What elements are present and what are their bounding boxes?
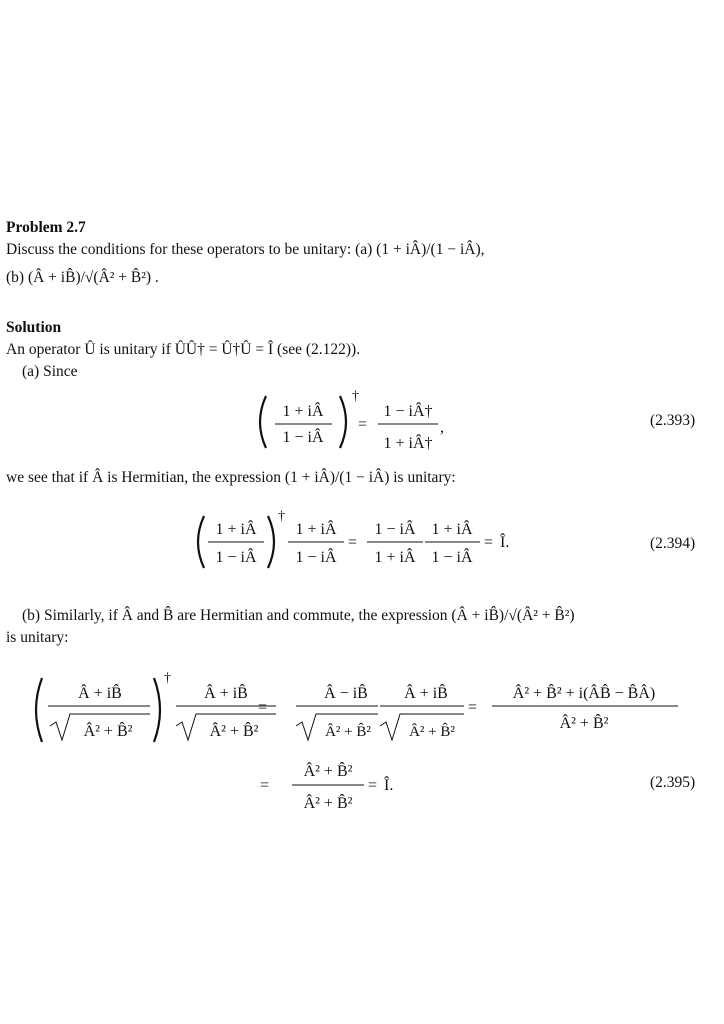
dagger-symbol: † (278, 509, 285, 524)
equation-2-393 (248, 388, 448, 458)
identity-result: Î. (500, 534, 510, 551)
equals-sign: = (348, 534, 358, 551)
fraction1-numerator: Â + iB̂ (78, 685, 122, 702)
term3-denominator: 1 + iÂ (374, 549, 416, 566)
equation-2-395-line-2 (256, 758, 426, 818)
dagger-symbol: † (352, 389, 359, 404)
part-b-intro-line-1: (b) Similarly, if Â and B̂ are Hermitian and commute, the expression (Â + iB̂)/√(Â² + B̂²) (22, 607, 575, 624)
part-a-intro: (a) Since (22, 363, 78, 380)
equation-number-2-395: (2.395) (650, 774, 696, 791)
part-b-intro-line-2: is unitary: (6, 629, 69, 646)
fraction5-denominator: Â² + B̂² (559, 715, 609, 732)
equation-number-2-393: (2.393) (650, 412, 696, 429)
term1-denominator: 1 − iÂ (215, 549, 257, 566)
right-paren (268, 516, 274, 568)
identity-result: Î. (384, 777, 394, 794)
problem-statement-line-2: (b) (Â + iB̂)/√(Â² + B̂²) . (6, 269, 159, 286)
equals-sign-aligned: = (258, 699, 268, 716)
equation-2-395-line-1 (30, 672, 690, 752)
fraction4-denominator: Â² + B̂² (409, 724, 455, 740)
equals-sign: = (358, 416, 368, 433)
fraction2-numerator: Â + iB̂ (204, 685, 248, 702)
left-paren (260, 396, 266, 448)
fraction3-numerator: Â − iB̂ (324, 685, 368, 702)
left-paren (198, 516, 204, 568)
equals-sign-2: = (468, 699, 478, 716)
equals-sign-2: = (368, 777, 378, 794)
problem-statement-line-1: Discuss the conditions for these operators to be unitary: (a) (1 + iÂ)/(1 − iÂ), (6, 241, 485, 258)
right-paren (154, 678, 160, 742)
fraction4-numerator: Â + iB̂ (404, 685, 448, 702)
solution-intro: An operator Û is unitary if ÛÛ† = Û†Û = Î (see (2.122)). (6, 341, 361, 358)
solution-heading: Solution (6, 319, 62, 336)
text-after-2393: we see that if Â is Hermitian, the expression (1 + iÂ)/(1 − iÂ) is unitary: (6, 469, 456, 486)
term3-numerator: 1 − iÂ (374, 521, 416, 538)
term4-numerator: 1 + iÂ (431, 521, 473, 538)
comma: , (440, 419, 444, 436)
fraction1-denominator: Â² + B̂² (83, 723, 133, 740)
fraction3-denominator: Â² + B̂² (325, 724, 371, 740)
fraction2-denominator: Â² + B̂² (209, 723, 259, 740)
rhs-denominator: 1 + iÂ† (383, 435, 433, 452)
equation-2-394 (190, 510, 530, 576)
dagger-symbol: † (164, 671, 171, 686)
rhs-numerator: 1 − iÂ† (383, 403, 433, 420)
equation-number-2-394: (2.394) (650, 535, 696, 552)
problem-heading: Problem 2.7 (6, 219, 86, 236)
term1-numerator: 1 + iÂ (215, 521, 257, 538)
left-paren (36, 678, 42, 742)
term2-numerator: 1 + iÂ (295, 521, 337, 538)
fraction-denominator: 1 − iÂ (282, 429, 324, 446)
term4-denominator: 1 − iÂ (431, 549, 473, 566)
line2-numerator: Â² + B̂² (303, 763, 353, 780)
equals-sign: = (260, 777, 270, 794)
equals-sign-2: = (484, 534, 494, 551)
fraction-numerator: 1 + iÂ (282, 403, 324, 420)
right-paren (340, 396, 346, 448)
fraction5-numerator: Â² + B̂² + i(ÂB̂ − B̂Â) (512, 685, 656, 702)
term2-denominator: 1 − iÂ (295, 549, 337, 566)
line2-denominator: Â² + B̂² (303, 795, 353, 812)
